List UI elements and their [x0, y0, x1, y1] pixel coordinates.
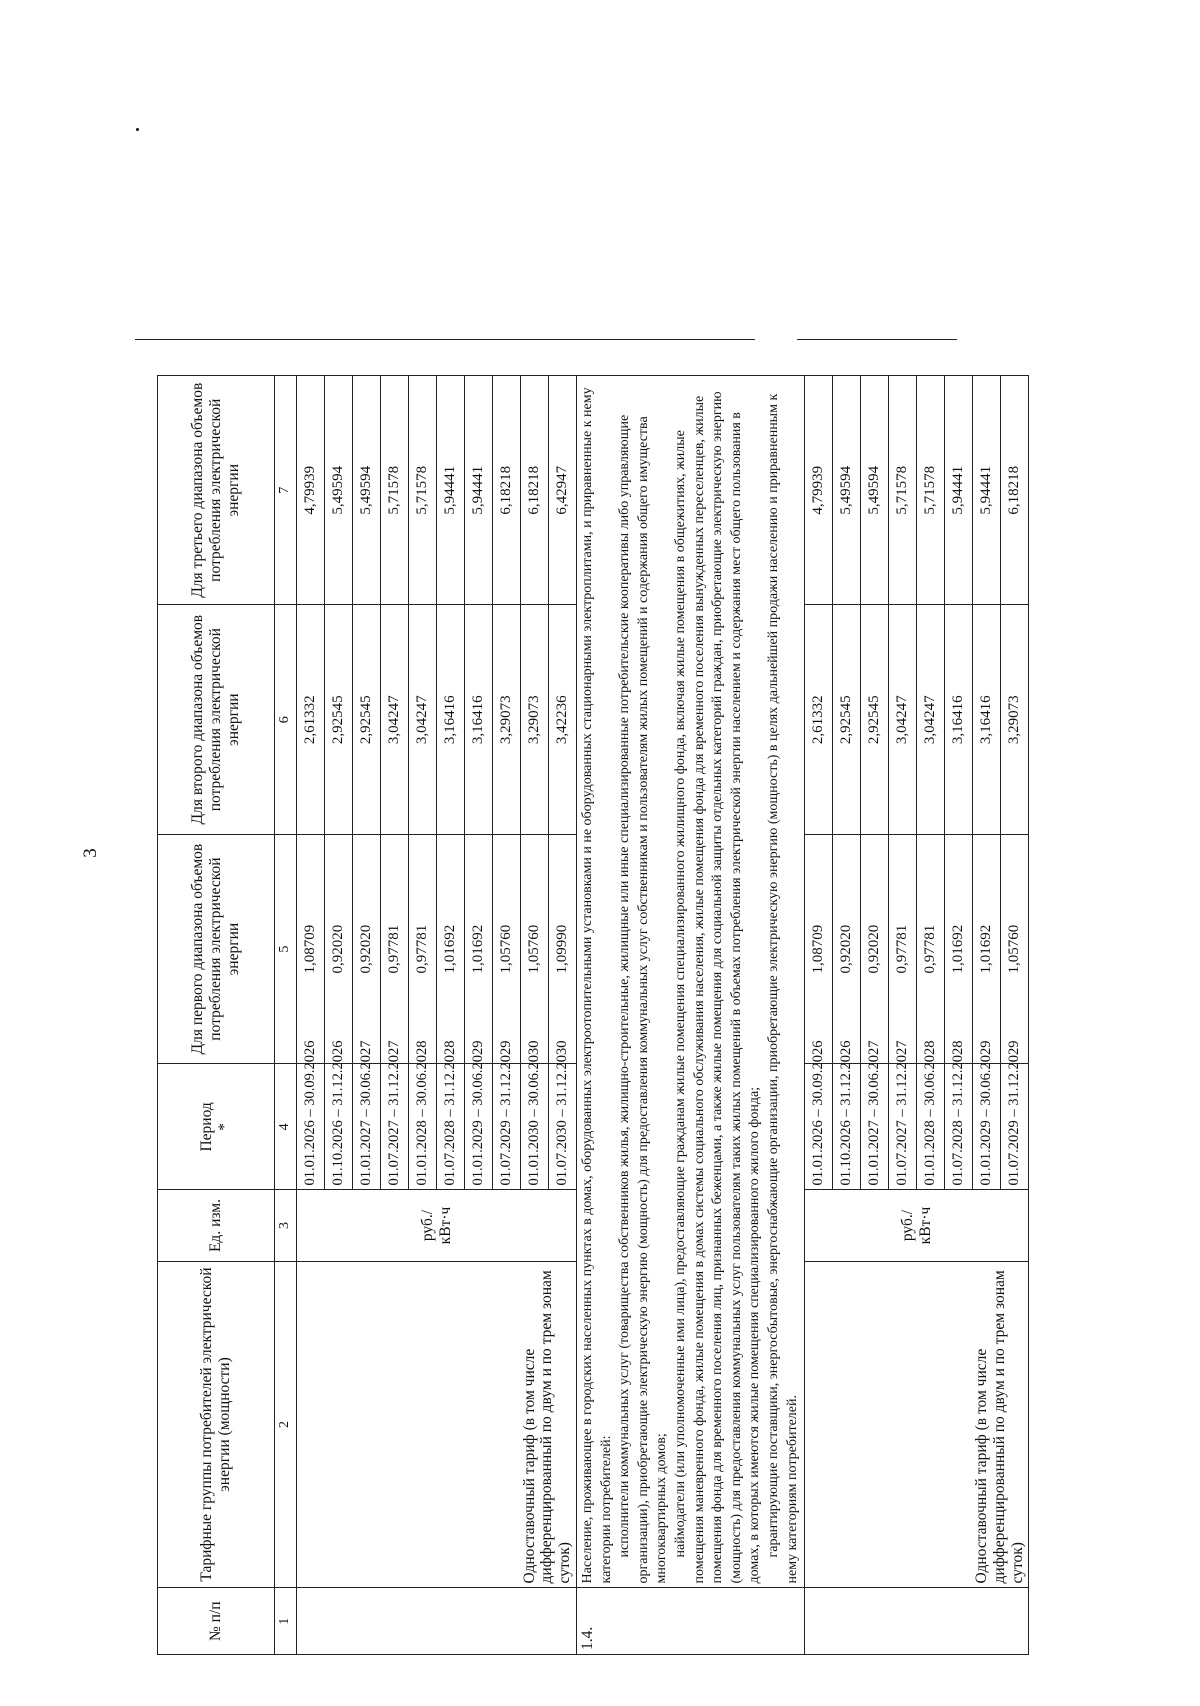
unit-cell: руб./ кВт·ч [805, 1190, 1029, 1261]
range2-value: 3,04247 [889, 605, 917, 834]
range2-value: 3,29073 [521, 605, 549, 834]
range3-value: 5,94441 [465, 376, 493, 605]
period-cell: 01.01.2026 – 30.09.2026 [297, 1064, 325, 1190]
tariff-group-label: Одноставочный тариф (в том числе дифференцированный по двум и по трем зонам суток) [805, 1261, 1029, 1588]
header-range1: Для первого диапазона объемов потребления электрической энергии [158, 834, 275, 1063]
range1-value: 1,08709 [297, 834, 325, 1063]
range1-value: 1,09990 [549, 834, 577, 1063]
range3-value: 6,42947 [549, 376, 577, 605]
header-range3: Для третьего диапазона объемов потребления электрической энергии [158, 376, 275, 605]
range3-value: 6,18218 [521, 376, 549, 605]
range2-value: 2,92545 [353, 605, 381, 834]
row-number [805, 1588, 1029, 1655]
margin-line [797, 339, 957, 340]
column-number: 6 [275, 605, 297, 834]
header-period [158, 1064, 275, 1190]
header-group: Тарифные группы потребителей электрической энергии (мощности) [158, 1261, 275, 1588]
range3-value: 6,18218 [493, 376, 521, 605]
range1-value: 0,92020 [833, 834, 861, 1063]
header-unit: Ед. изм. [158, 1190, 275, 1261]
section-paragraph: наймодатели (или уполномоченные ими лица), предоставляющие гражданам жилые помещения специализированного жилищного фонда, включая жилые помещения в общежитиях, жилые помещения маневренного фонда, жилые помещения в домах системы социального обслуживания населения, жилые помещения фонда для временного поселения вынужденных переселенцев, жилые помещения фонда для временного поселения лиц, признанных беженцами, а также жилые помещения для социальной защиты отдельных категорий граждан, приобретающие электрическую энергию (мощность) для предоставления коммунальных услуг пользователям таких жилых помещений в объемах потребления электрической энергии населением и содержания мест общего пользования в домах, в которых имеются жилые помещения специализированного жилого фонда; [673, 391, 763, 1584]
row-number [297, 1588, 577, 1655]
section-paragraph: исполнители коммунальных услуг (товарищества собственников жилья, жилищно-строительные, жилищные или иные специализированные потребительские кооперативы либо управляющие организации), приобретающие электрическую энергию (мощность) для предоставления коммунальных услуг собственникам и пользователям жилых помещений и содержания общего имущества многоквартирных домов; [617, 414, 670, 1584]
range2-value: 3,04247 [917, 605, 945, 834]
range3-value: 5,71578 [381, 376, 409, 605]
range2-value: 2,61332 [805, 605, 833, 834]
header-period-label: Период [198, 1102, 216, 1152]
rotated-sheet [157, 60, 1026, 1655]
range1-value: 1,05760 [493, 834, 521, 1063]
range3-value: 5,71578 [917, 376, 945, 605]
period-cell: 01.10.2026 – 31.12.2026 [833, 1064, 861, 1190]
period-cell: 01.07.2027 – 31.12.2027 [381, 1064, 409, 1190]
range3-value: 5,71578 [889, 376, 917, 605]
column-number: 1 [275, 1588, 297, 1655]
range3-value: 5,49594 [833, 376, 861, 605]
tariff-table [157, 375, 1029, 1655]
section-paragraph: гарантирующие поставщики, энергосбытовые, энергоснабжающие организации, приобретающие электрическую энергию (мощность) в целях дальнейшей продажи населению и приравненным к нему категориям потребителей. [766, 393, 800, 1584]
period-cell: 01.07.2029 – 31.12.2029 [1001, 1064, 1029, 1190]
column-number: 3 [275, 1190, 297, 1261]
section-description [577, 376, 805, 1588]
range2-value: 3,16416 [973, 605, 1001, 834]
range3-value: 6,18218 [1001, 376, 1029, 605]
table-row [805, 376, 833, 1655]
range1-value: 0,97781 [409, 834, 437, 1063]
range1-value: 0,92020 [861, 834, 889, 1063]
range2-value: 2,61332 [297, 605, 325, 834]
range1-value: 0,92020 [325, 834, 353, 1063]
period-cell: 01.01.2029 – 30.06.2029 [465, 1064, 493, 1190]
column-number-row [275, 376, 297, 1655]
range2-value: 3,16416 [437, 605, 465, 834]
range2-value: 3,29073 [493, 605, 521, 834]
range1-value: 1,01692 [465, 834, 493, 1063]
range2-value: 2,92545 [833, 605, 861, 834]
range2-value: 2,92545 [861, 605, 889, 834]
period-cell: 01.07.2028 – 31.12.2028 [945, 1064, 973, 1190]
page-number: 3 [79, 848, 101, 858]
range1-value: 1,01692 [973, 834, 1001, 1063]
header-period-mark: * [216, 1123, 233, 1131]
period-cell: 01.07.2028 – 31.12.2028 [437, 1064, 465, 1190]
range2-value: 3,04247 [409, 605, 437, 834]
column-number: 5 [275, 834, 297, 1063]
period-cell: 01.01.2026 – 30.09.2026 [805, 1064, 833, 1190]
section-number: 1.4. [577, 1588, 805, 1655]
range3-value: 4,79939 [805, 376, 833, 605]
column-number: 4 [275, 1064, 297, 1190]
range1-value: 0,97781 [889, 834, 917, 1063]
period-cell: 01.07.2030 – 31.12.2030 [549, 1064, 577, 1190]
period-cell: 01.01.2029 – 30.06.2029 [973, 1064, 1001, 1190]
range3-value: 5,49594 [353, 376, 381, 605]
margin-line [135, 339, 755, 340]
range2-value: 3,04247 [381, 605, 409, 834]
period-cell: 01.10.2026 – 31.12.2026 [325, 1064, 353, 1190]
period-cell: 01.01.2028 – 30.06.2028 [917, 1064, 945, 1190]
range3-value: 5,94441 [973, 376, 1001, 605]
range1-value: 1,01692 [945, 834, 973, 1063]
range1-value: 1,05760 [1001, 834, 1029, 1063]
range3-value: 5,94441 [945, 376, 973, 605]
section-paragraph: Население, проживающее в городских населенных пунктах в домах, оборудованных электроотопительными установками и не оборудованных стационарными электроплитами, и приравненные к нему категории потребителей: [580, 387, 614, 1584]
unit-cell: руб./ кВт·ч [297, 1190, 577, 1261]
range2-value: 3,16416 [945, 605, 973, 834]
header-range2: Для второго диапазона объемов потребления электрической энергии [158, 605, 275, 834]
range1-value: 1,05760 [521, 834, 549, 1063]
range1-value: 0,92020 [353, 834, 381, 1063]
column-number: 2 [275, 1261, 297, 1588]
range3-value: 5,49594 [325, 376, 353, 605]
period-cell: 01.07.2029 – 31.12.2029 [493, 1064, 521, 1190]
range1-value: 1,08709 [805, 834, 833, 1063]
range2-value: 2,92545 [325, 605, 353, 834]
stray-mark [136, 128, 139, 131]
range3-value: 5,49594 [861, 376, 889, 605]
range1-value: 1,01692 [437, 834, 465, 1063]
range3-value: 4,79939 [297, 376, 325, 605]
period-cell: 01.01.2027 – 30.06.2027 [353, 1064, 381, 1190]
range2-value: 3,42236 [549, 605, 577, 834]
range2-value: 3,16416 [465, 605, 493, 834]
period-cell: 01.01.2030 – 30.06.2030 [521, 1064, 549, 1190]
header-num: № п/п [158, 1588, 275, 1655]
column-number: 7 [275, 376, 297, 605]
range3-value: 5,94441 [437, 376, 465, 605]
table-row [297, 376, 325, 1655]
range2-value: 3,29073 [1001, 605, 1029, 834]
period-cell: 01.01.2027 – 30.06.2027 [861, 1064, 889, 1190]
range1-value: 0,97781 [381, 834, 409, 1063]
section-row [577, 376, 805, 1655]
range3-value: 5,71578 [409, 376, 437, 605]
period-cell: 01.07.2027 – 31.12.2027 [889, 1064, 917, 1190]
tariff-group-label: Одноставочный тариф (в том числе дифференцированный по двум и по трем зонам суток) [297, 1261, 577, 1588]
period-cell: 01.01.2028 – 30.06.2028 [409, 1064, 437, 1190]
range1-value: 0,97781 [917, 834, 945, 1063]
